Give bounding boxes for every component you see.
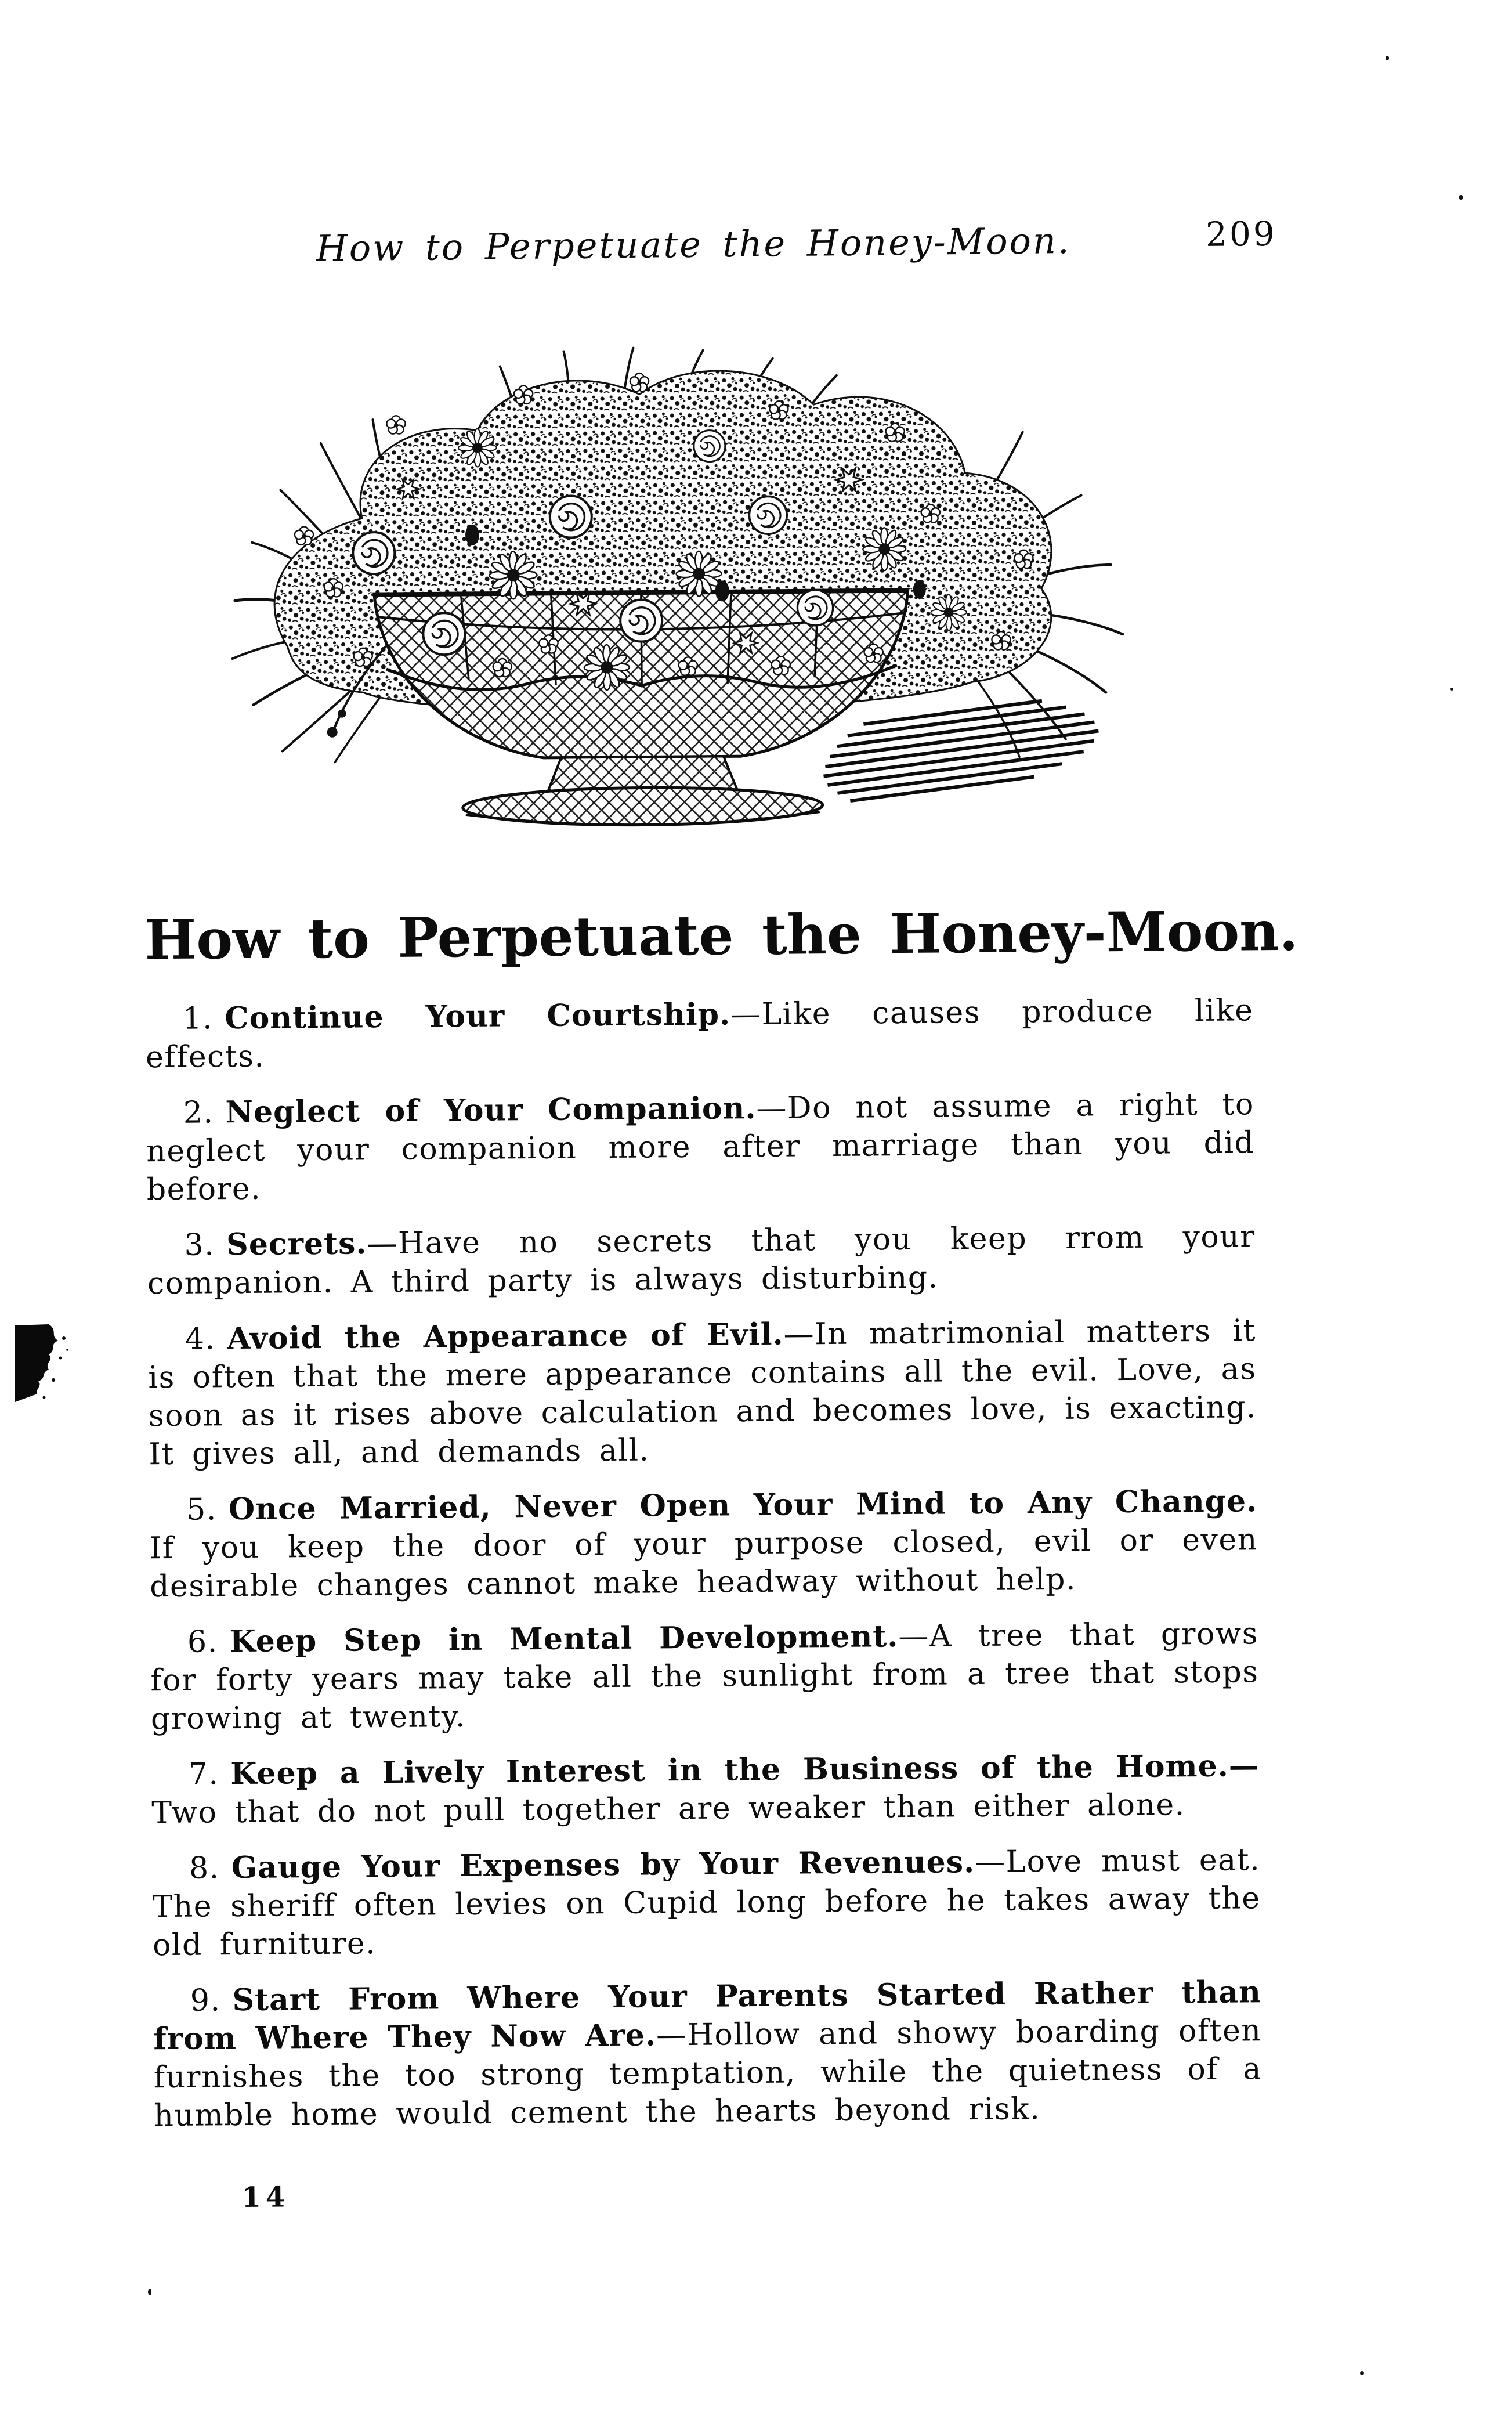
item-body: —Do not assume a right to neglect your companion more after marriage than you did before.	[146, 1087, 1255, 1208]
shadow-hatching	[818, 694, 1104, 804]
running-header: How to Perpetuate the Honey-Moon.	[316, 219, 1071, 270]
item-body: —Love must eat. The sheriff often levies on Cupid long before he takes away the old furniture.	[152, 1842, 1261, 1963]
item-body: —Have no secrets that you keep rrom your companion. A third party is always disturbing.	[147, 1219, 1256, 1302]
list-item-1	[145, 992, 1254, 1077]
ink-speck	[1450, 688, 1453, 691]
item-body: Two that do not pull together are weaker than either alone.	[151, 1787, 1185, 1831]
item-body: —In matrimonial matters it is often that the mere appearance contains all the evil. Love, as soon as it rises above calculation and becomes love, is exacting. It gives all, and demands all.	[148, 1313, 1257, 1472]
item-lead: Continue Your Courtship.	[224, 996, 731, 1036]
ink-blot	[15, 1324, 79, 1406]
flower-basket-illustration	[198, 338, 1130, 833]
item-number: 4.	[185, 1321, 216, 1357]
item-number: 8.	[189, 1851, 220, 1886]
item-lead: Gauge Your Expenses by Your Revenues.	[231, 1844, 975, 1886]
item-number: 9.	[190, 1983, 221, 2018]
text-block	[144, 899, 1298, 2135]
page-number: 209	[1205, 214, 1277, 254]
item-lead: Start From Where Your Parents Started Rather than from Where They Now Are.	[153, 1974, 1262, 2057]
list-item-2	[146, 1086, 1255, 1209]
list-item-9	[153, 1973, 1263, 2135]
list-item-6	[150, 1615, 1259, 1739]
item-number: 7.	[188, 1757, 219, 1792]
item-number: 5.	[186, 1492, 218, 1528]
list-item-4	[148, 1312, 1257, 1474]
ink-speck	[1386, 56, 1389, 60]
item-body: If you keep the door of your purpose closed, evil or even desirable changes cannot make headway without help.	[149, 1522, 1258, 1605]
page-title: How to Perpetuate the Honey-Moon.	[144, 899, 1298, 973]
item-number: 6.	[187, 1624, 218, 1660]
item-body: —Like causes produce like effects.	[145, 993, 1254, 1075]
flower-basket-engraving	[198, 338, 1130, 833]
item-lead: Secrets.	[226, 1226, 367, 1263]
item-number: 3.	[184, 1227, 215, 1263]
list-item-8	[152, 1841, 1261, 1964]
item-lead: Once Married, Never Open Your Mind to Any Change.	[228, 1483, 1258, 1527]
ink-speck	[1459, 195, 1463, 200]
item-number: 1.	[182, 1001, 214, 1037]
ink-speck	[1360, 2371, 1364, 2375]
item-body: —A tree that grows for forty years may take all the sunlight from a tree that stops growing at twenty.	[150, 1616, 1259, 1737]
basket-foot	[462, 756, 823, 826]
list-item-7	[151, 1747, 1260, 1832]
item-lead: Avoid the Appearance of Evil.	[227, 1316, 784, 1357]
item-lead: Keep a Lively Interest in the Business of the Home.—	[230, 1748, 1260, 1792]
ink-speck	[148, 2289, 151, 2295]
signature-mark: 14	[241, 2181, 290, 2214]
item-lead: Keep Step in Mental Development.	[229, 1618, 899, 1660]
item-number: 2.	[183, 1095, 214, 1131]
item-body: —Hollow and showy boarding often furnishes the too strong temptation, while the quietness of a humble home would cement the hearts beyond risk.	[153, 2013, 1263, 2134]
list-item-3	[147, 1218, 1256, 1303]
list-item-5	[149, 1483, 1258, 1606]
item-lead: Neglect of Your Companion.	[225, 1090, 757, 1130]
